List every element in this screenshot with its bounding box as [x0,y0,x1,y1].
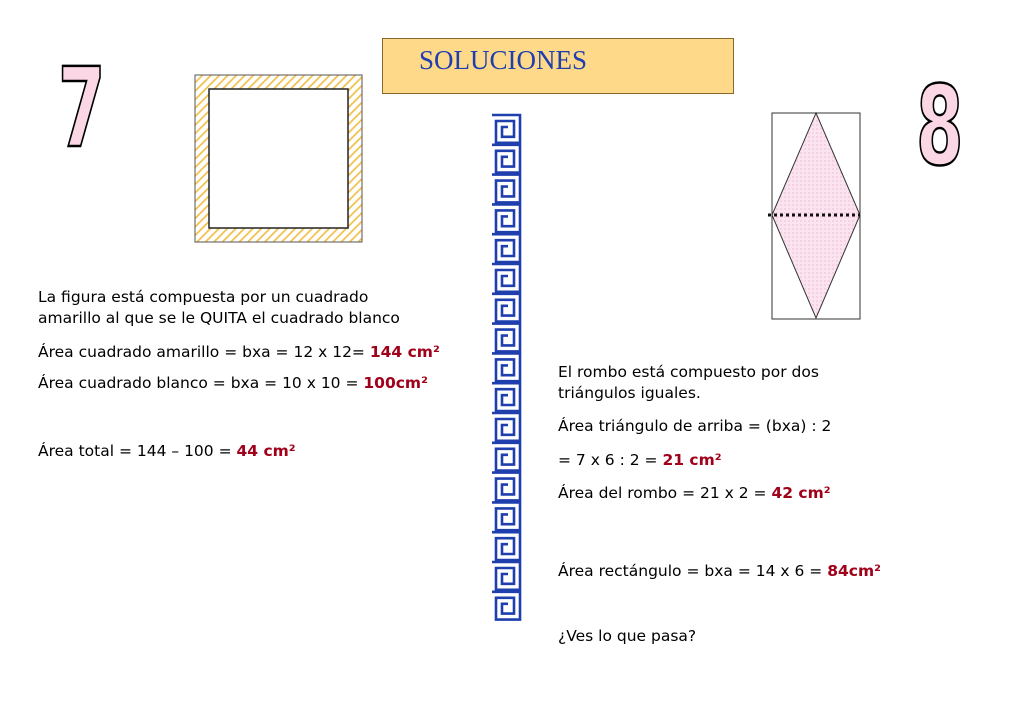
white-area-value: 100cm² [363,374,428,392]
number-seven [58,43,114,173]
meander-segment [492,562,520,590]
meander-segment [492,473,520,501]
white-square [209,89,348,228]
total-area-prefix: Área total = 144 – 100 = [38,442,237,460]
number-eight-text: 8 [916,61,964,191]
meander-segment [492,324,520,352]
triangle-calc-prefix: = 7 x 6 : 2 = [558,451,663,469]
yellow-area-line [38,343,440,362]
yellow-area-prefix: Área cuadrado amarillo = bxa = 12 x 12= [38,343,370,361]
left-intro-line1: La figura está compuesta por un cuadrado [38,288,369,306]
white-area-prefix: Área cuadrado blanco = bxa = 10 x 10 = [38,374,364,392]
white-area-line [38,374,428,393]
rectangle-area-value: 84cm² [827,562,881,580]
meander-segment [492,443,520,471]
triangle-calc-line [558,451,722,470]
left-intro-line2: amarillo al que se le QUITA el cuadrado blanco [38,309,400,327]
meander-segment [492,532,520,560]
meander-segment [492,502,520,530]
meander-segment [492,413,520,441]
meander-segment [492,115,520,143]
number-seven-text: 7 [58,43,106,173]
meander-segment [492,175,520,203]
triangle-calc-value: 21 cm² [662,451,722,469]
meander-segment [492,204,520,232]
triangle-area-line: Área triángulo de arriba = (bxa) : 2 [558,417,832,435]
meander-segment [492,383,520,411]
title-box [382,38,734,94]
meander-segment [492,234,520,262]
rectangle-area-line [558,562,881,581]
yellow-frame-figure [194,74,364,244]
meander-segment [492,145,520,173]
question-line: ¿Ves lo que pasa? [558,627,697,645]
right-intro-line1: El rombo está compuesto por dos [558,363,819,381]
page-title: SOLUCIONES [419,45,588,75]
meander-segment [492,294,520,322]
total-area-line [38,442,296,461]
right-intro-line2: triángulos iguales. [558,384,701,402]
meander-segment [492,592,520,620]
meander-segment [492,264,520,292]
rectangle-area-prefix: Área rectángulo = bxa = 14 x 6 = [558,562,828,580]
number-eight [916,61,976,191]
rhombus-area-prefix: Área del rombo = 21 x 2 = [558,484,772,502]
total-area-value: 44 cm² [236,442,296,460]
rhombus-figure [768,112,864,320]
greek-key-border [490,114,524,636]
yellow-area-value: 144 cm² [369,343,440,361]
rhombus-area-value: 42 cm² [771,484,831,502]
meander-segment [492,353,520,381]
rhombus-area-line [558,484,831,503]
